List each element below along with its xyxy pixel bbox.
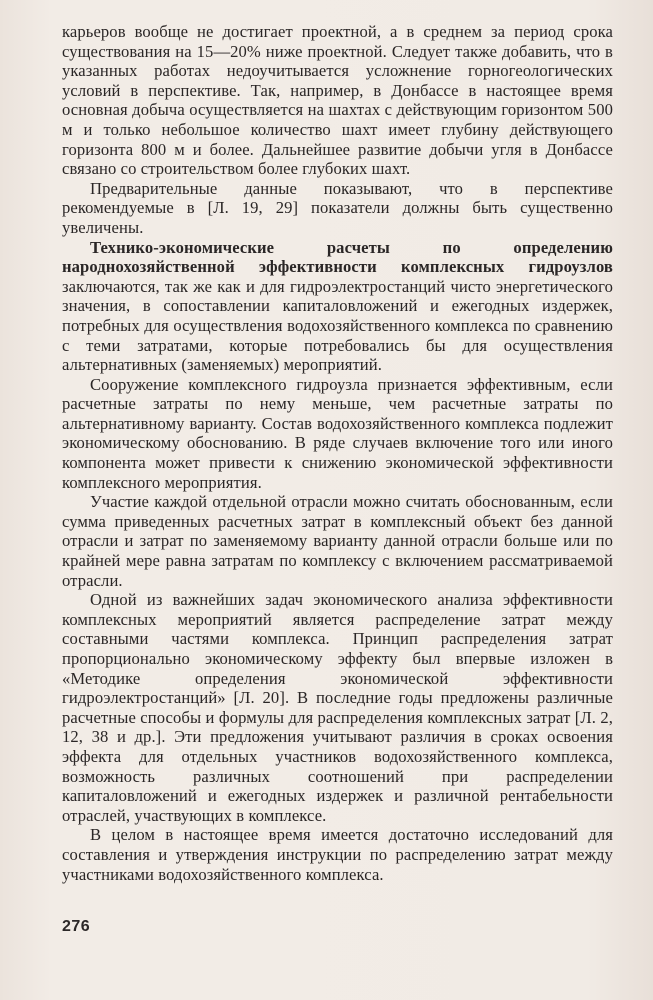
paragraph-6-text: Одной из важнейших задач экономического анализа эффективности комплексных мероприятий является распределение затрат между составными частями комплекса. Принцип распределения затрат пропорционально экономическому эффекту был впервые изложен в «Методике определения экономической эффективности гидроэлектростанций» [Л. 20]. В последние годы предложены различные расчетные способы и формулы для распределения комплексных затрат [Л. 2, 12, 38 и др.]. Эти предложения учитывают различия в сроках освоения эффекта для отдельных участников водохозяйственного комплекса, возможность различных соотношений при распределении капиталовложений и ежегодных издержек и различной рентабельности отраслей, участвующих в комплексе. xyxy=(62,590,613,825)
paragraph-6 xyxy=(62,590,613,825)
paragraph-7-text: В целом в настоящее время имеется достаточно исследований для составления и утверждения инструкции по распределению затрат между участниками водохозяйственного комплекса. xyxy=(62,825,613,884)
paragraph-2 xyxy=(62,179,613,238)
paragraph-5 xyxy=(62,492,613,590)
paragraph-5-text: Участие каждой отдельной отрасли можно считать обоснованным, если сумма приведенных расчетных затрат в комплексный объект без данной отрасли и затрат по заменяемому варианту данной отрасли больше или по крайней мере равна затратам по комплексу с включением рассматриваемой отрасли. xyxy=(62,492,613,590)
paragraph-3-bold: Технико-экономические расчеты по определению народнохозяйственной эффективности комплексных гидроузлов xyxy=(62,237,613,277)
paragraph-4 xyxy=(62,375,613,493)
paragraph-1 xyxy=(62,22,613,179)
paragraph-3-text: заключаются, так же как и для гидроэлектростанций чисто энергетического значения, в сопоставлении капиталовложений и ежегодных издержек, потребных для осуществления водохозяйственного комплекса по сравнению с теми затратами, которые потребовались бы для осуществления альтернативных (заменяемых) мероприятий. xyxy=(62,276,613,375)
paragraph-7 xyxy=(62,825,613,884)
body-text xyxy=(62,22,613,884)
paragraph-4-text: Сооружение комплексного гидроузла признается эффективным, если расчетные затраты по нему меньше, чем расчетные затраты по альтернативному варианту. Состав водохозяйственного комплекса подлежит экономическому обоснованию. В ряде случаев включение того или иного компонента может привести к снижению экономической эффективности комплексного мероприятия. xyxy=(62,374,613,492)
paragraph-2-text: Предварительные данные показывают, что в перспективе рекомендуемые в [Л. 19, 29] показатели должны быть существенно увеличены. xyxy=(62,178,613,237)
page-number: 276 xyxy=(62,918,91,935)
paragraph-1-text: карьеров вообще не достигает проектной, а в среднем за период срока существования на 15—20% ниже проектной. Следует также добавить, что в указанных работах недоучитывается усложнение горногеологических условий в перспективе. Так, например, в Донбассе в настоящее время основная добыча осуществляется на шахтах с действующим горизонтом 500 м и только небольшое количество шахт имеет глубину действующего горизонта 800 м и более. Дальнейшее развитие добычи угля в Донбассе связано со строительством более глубоких шахт. xyxy=(62,22,613,179)
paragraph-3 xyxy=(62,238,613,375)
